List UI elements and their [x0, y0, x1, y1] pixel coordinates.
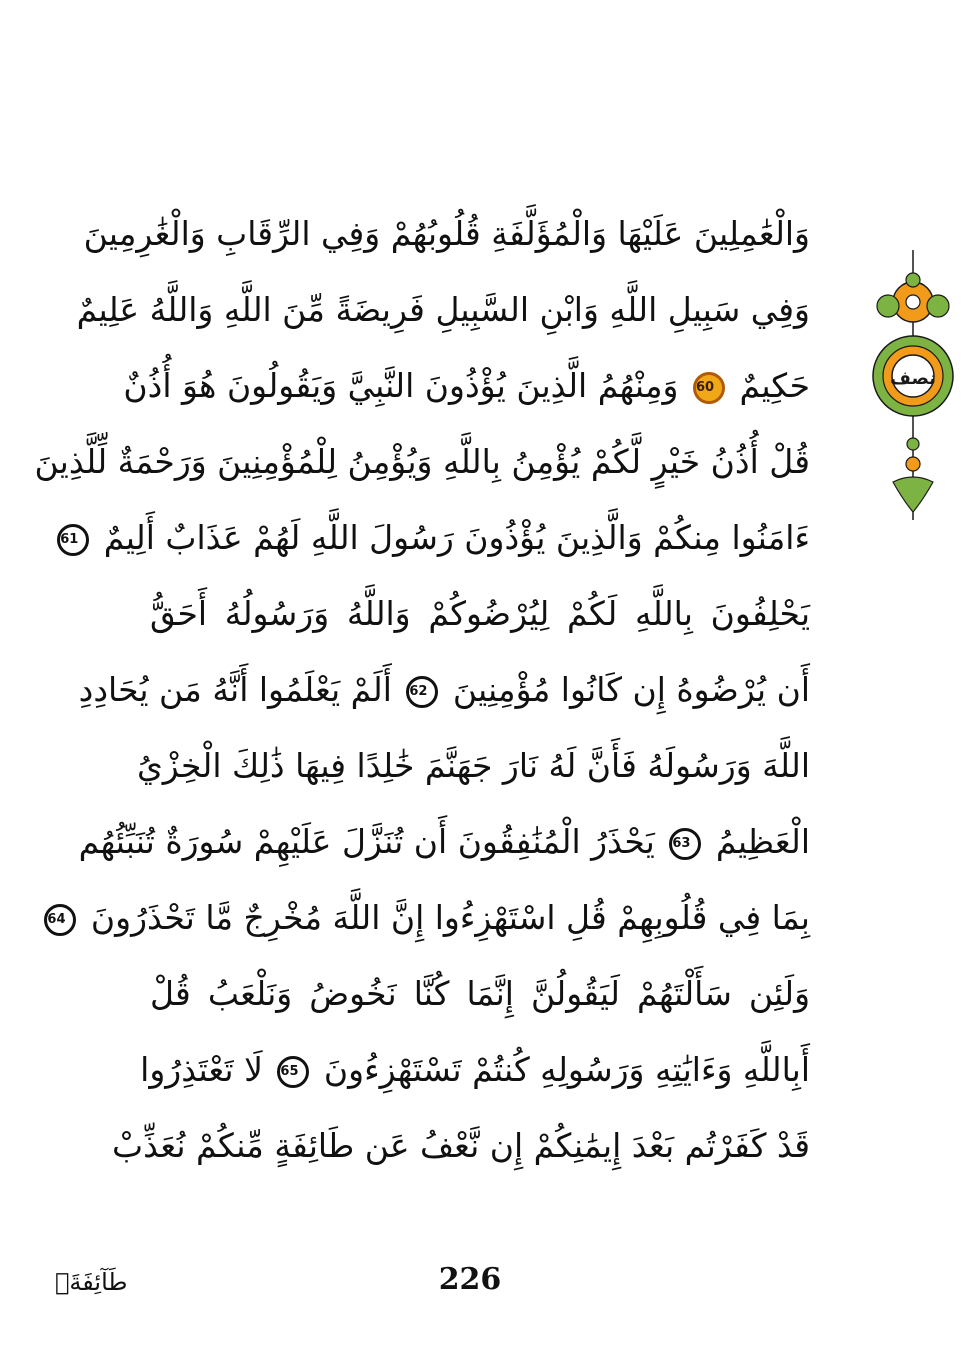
- verse-text: أَبِاللَّهِ وَءَايَٰتِهِ وَرَسُولِهِ كُنتُمْ تَسْتَهْزِءُونَ: [323, 1050, 810, 1089]
- verse-text: أَن يُرْضُوهُ إِن كَانُوا مُؤْمِنِينَ: [452, 670, 810, 709]
- verse-text: وَمِنْهُمُ الَّذِينَ يُؤْذُونَ النَّبِيَّ وَيَقُولُونَ هُوَ أُذُنٌ: [123, 366, 679, 405]
- verse-text: قُلْ أُذُنُ خَيْرٍ لَّكُمْ يُؤْمِنُ بِاللَّهِ وَيُؤْمِنُ لِلْمُؤْمِنِينَ وَرَحْمَةٌ لِّلَّذِينَ: [34, 442, 810, 481]
- ayah-number-marker: 64: [44, 904, 76, 936]
- catchword: طَآئِفَةَۢ: [55, 1268, 128, 1296]
- page-number: 226: [438, 1262, 502, 1297]
- text-line: [150, 576, 810, 652]
- verse-text: بِمَا فِي قُلُوبِهِمْ قُلِ اسْتَهْزِءُوا إِنَّ اللَّهَ مُخْرِجٌ مَّا تَحْذَرُونَ: [90, 898, 810, 937]
- ayah-number-marker: 62: [406, 676, 438, 708]
- text-line: [60, 500, 810, 576]
- verse-text: أَلَمْ يَعْلَمُوا أَنَّهُ مَن يُحَادِدِ: [78, 670, 392, 709]
- verse-text: وَلَئِن سَأَلْتَهُمْ لَيَقُولُنَّ إِنَّمَا كُنَّا نَخُوضُ وَنَلْعَبُ قُلْ: [150, 974, 810, 1013]
- ayah-number-marker: 60: [693, 372, 725, 404]
- verse-text: قَدْ كَفَرْتُم بَعْدَ إِيمَٰنِكُمْ إِن نَّعْفُ عَن طَائِفَةٍ مِّنكُمْ نُعَذِّبْ: [112, 1126, 810, 1165]
- hizb-quarter-ornament: [858, 250, 968, 520]
- text-line: [123, 348, 810, 424]
- verse-text: اللَّهَ وَرَسُولَهُ فَأَنَّ لَهُ نَارَ جَهَنَّمَ خَٰلِدًا فِيهَا ذَٰلِكَ الْخِزْيُ: [136, 746, 810, 785]
- verse-text: حَكِيمٌ: [739, 366, 810, 405]
- verse-text: الْعَظِيمُ: [715, 822, 810, 861]
- text-line: [76, 272, 810, 348]
- verse-text: يَحْلِفُونَ بِاللَّهِ لَكُمْ لِيُرْضُوكُمْ وَاللَّهُ وَرَسُولُهُ أَحَقُّ: [150, 594, 810, 633]
- verse-text: لَا تَعْتَذِرُوا: [140, 1050, 263, 1089]
- verse-text: يَحْذَرُ الْمُنَٰفِقُونَ أَن تُنَزَّلَ عَلَيْهِمْ سُورَةٌ تُنَبِّئُهُم: [78, 822, 655, 861]
- verse-text: وَفِي سَبِيلِ اللَّهِ وَابْنِ السَّبِيلِ فَرِيضَةً مِّنَ اللَّهِ وَاللَّهُ عَلِيمٌ: [76, 290, 810, 329]
- ornament-medallion: [873, 336, 953, 416]
- text-line: [136, 728, 810, 804]
- ayah-number-marker: 61: [57, 524, 89, 556]
- text-line: [78, 804, 810, 880]
- text-line: [47, 880, 810, 956]
- ayah-number-marker: 65: [277, 1056, 309, 1088]
- ornament-top-flower: [877, 273, 949, 322]
- verse-text: وَالْعَٰمِلِينَ عَلَيْهَا وَالْمُؤَلَّفَةِ قُلُوبُهُمْ وَفِي الرِّقَابِ وَالْغَٰرِمِينَ: [83, 214, 810, 253]
- text-line: [112, 1108, 810, 1184]
- verse-text: ءَامَنُوا مِنكُمْ وَالَّذِينَ يُؤْذُونَ رَسُولَ اللَّهِ لَهُمْ عَذَابٌ أَلِيمٌ: [103, 518, 810, 557]
- text-line: [83, 196, 810, 272]
- text-line: [34, 424, 810, 500]
- text-line: [140, 1032, 810, 1108]
- text-line: [78, 652, 810, 728]
- text-line: [150, 956, 810, 1032]
- ornament-label: نصف: [890, 368, 936, 389]
- ayah-number-marker: 63: [669, 828, 701, 860]
